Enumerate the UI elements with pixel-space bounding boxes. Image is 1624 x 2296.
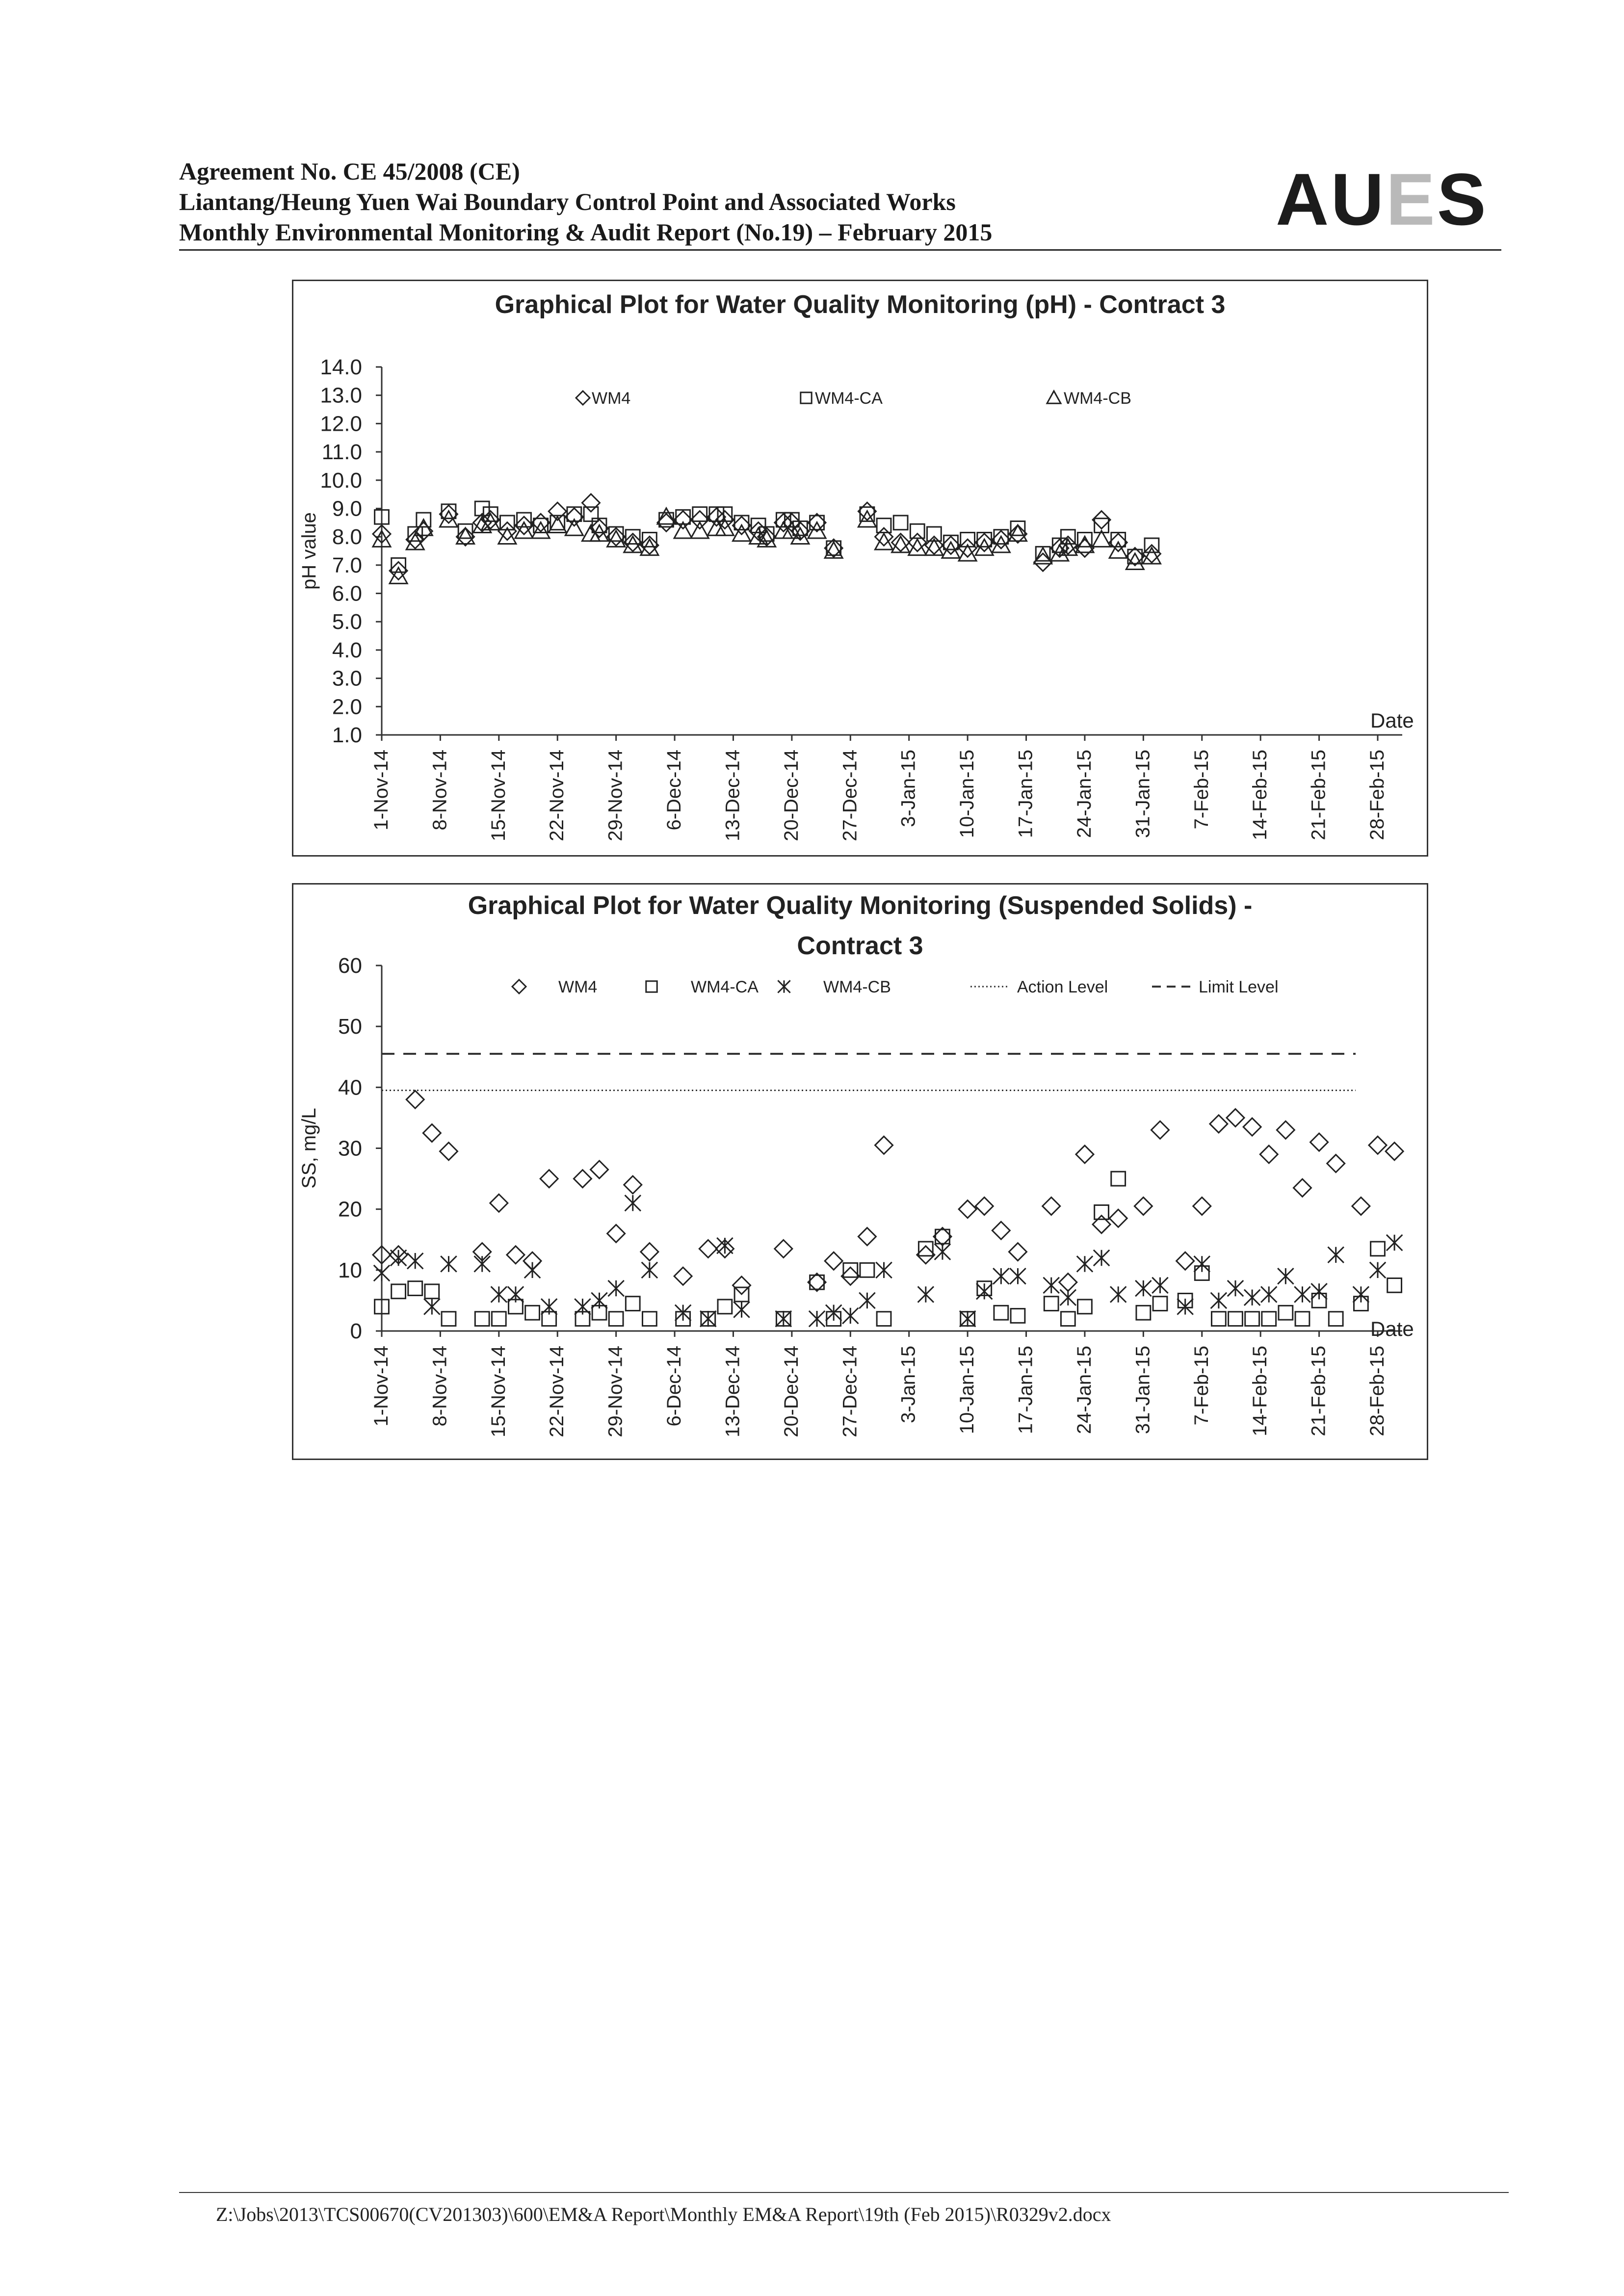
y-tick-label: 9.0 — [332, 496, 362, 521]
data-point-wm4-cb — [1110, 1286, 1126, 1302]
legend-label-wm4-ca: WM4-CA — [815, 389, 883, 408]
x-tick-label: 22-Nov-14 — [546, 1346, 568, 1437]
data-point-wm4-cb — [625, 1195, 641, 1211]
data-point-wm4 — [624, 1176, 642, 1194]
data-point-wm4-cb — [1370, 1262, 1386, 1278]
data-point-wm4-cb — [541, 1299, 557, 1314]
y-tick-label: 3.0 — [332, 666, 362, 691]
data-point-wm4-cb — [1228, 1280, 1243, 1296]
data-point-wm4-ca — [425, 1284, 439, 1299]
data-point-wm4-ca — [936, 1229, 950, 1244]
data-point-wm4-ca — [1011, 1309, 1025, 1323]
data-point-wm4 — [1093, 1216, 1110, 1233]
x-tick-label: 7-Feb-15 — [1190, 1346, 1212, 1426]
header-divider — [179, 249, 1501, 251]
y-tick-label: 50 — [338, 1015, 362, 1039]
x-tick-label: 20-Dec-14 — [780, 750, 802, 841]
data-point-wm4-cb — [591, 1293, 607, 1308]
x-tick-label: 20-Dec-14 — [780, 1346, 802, 1437]
y-tick-label: 11.0 — [321, 440, 362, 465]
x-tick-label: 24-Jan-15 — [1073, 750, 1095, 838]
data-point-wm4 — [565, 508, 583, 526]
data-point-wm4-cb — [424, 1299, 440, 1314]
footer-divider — [179, 2192, 1509, 2193]
x-tick-label: 13-Dec-14 — [722, 1346, 744, 1437]
data-point-wm4-ca — [994, 1305, 1008, 1320]
y-tick-label: 10.0 — [320, 468, 362, 493]
data-point-wm4-ca — [893, 516, 908, 530]
data-point-wm4 — [1210, 1115, 1228, 1133]
data-point-wm4-ca — [1262, 1312, 1276, 1326]
data-point-wm4 — [1293, 1179, 1311, 1197]
legend-marker-wm4-cb — [778, 980, 790, 992]
data-point-wm4-ca — [1136, 1305, 1151, 1320]
data-point-wm4 — [934, 1228, 951, 1246]
data-point-wm4 — [641, 1243, 658, 1261]
legend-marker-wm4 — [512, 980, 526, 993]
data-point-wm4-cb — [675, 1305, 691, 1321]
x-tick-label: 21-Feb-15 — [1308, 1346, 1330, 1436]
data-point-wm4 — [825, 1252, 842, 1270]
data-point-wm4-cb — [826, 1305, 841, 1321]
data-point-wm4 — [992, 1222, 1010, 1239]
legend-label-action-level: Action Level — [1017, 978, 1108, 996]
data-point-wm4 — [875, 528, 893, 546]
y-axis-label: pH value — [298, 512, 320, 590]
data-point-wm4 — [490, 1194, 508, 1212]
legend-label-wm4-cb: WM4-CB — [1064, 389, 1131, 408]
data-point-wm4 — [975, 534, 993, 551]
data-point-wm4-ca — [1153, 1297, 1167, 1311]
data-point-wm4-ca — [860, 1263, 874, 1277]
y-tick-label: 4.0 — [332, 638, 362, 662]
y-tick-label: 5.0 — [332, 610, 362, 634]
ss-chart-frame — [292, 883, 1428, 1460]
data-point-wm4-cb — [374, 1265, 390, 1281]
chart-title-group — [495, 290, 1226, 319]
data-point-wm4 — [507, 1246, 524, 1264]
chart-title: Contract 3 — [797, 932, 923, 960]
data-point-wm4-ca — [693, 507, 707, 522]
data-point-wm4-cb — [642, 1262, 657, 1278]
data-point-wm4-ca — [1229, 1312, 1243, 1326]
data-point-wm4-cb — [691, 522, 708, 538]
data-point-wm4-ca — [1388, 1278, 1402, 1292]
chart-title-group — [468, 891, 1253, 960]
y-axis-ticks — [320, 355, 382, 747]
data-point-wm4-cb — [859, 1293, 875, 1308]
data-point-wm4 — [875, 1136, 893, 1154]
data-point-wm4-ca — [776, 513, 790, 527]
data-point-wm4 — [674, 1267, 692, 1285]
data-point-wm4-cb — [1311, 1283, 1327, 1299]
data-point-wm4 — [591, 1161, 608, 1178]
data-point-wm4 — [1034, 553, 1052, 571]
series-wm4-cb — [374, 1195, 1403, 1327]
data-point-wm4 — [607, 1225, 625, 1242]
data-point-wm4 — [1151, 1121, 1169, 1139]
data-point-wm4 — [1126, 548, 1144, 566]
x-tick-label: 31-Jan-15 — [1132, 750, 1154, 838]
data-point-wm4 — [1009, 525, 1026, 543]
data-point-wm4-cb — [733, 1302, 749, 1317]
data-point-wm4-ca — [810, 1275, 824, 1289]
data-point-wm4-cb — [441, 1256, 456, 1272]
ss-chart — [293, 885, 1427, 1459]
data-point-wm4-ca — [442, 1312, 456, 1326]
y-axis-ticks — [338, 954, 382, 1343]
data-point-wm4-cb — [407, 1253, 423, 1269]
data-point-wm4-ca — [408, 1281, 422, 1296]
x-tick-label: 14-Feb-15 — [1249, 750, 1271, 840]
data-point-wm4-ca — [1295, 1312, 1310, 1326]
data-point-wm4-cb — [457, 528, 474, 544]
y-tick-label: 60 — [338, 954, 362, 978]
data-point-wm4-ca — [1061, 1312, 1075, 1326]
x-tick-label: 28-Feb-15 — [1366, 1346, 1388, 1436]
data-point-wm4 — [1134, 1197, 1152, 1215]
ph-chart — [293, 281, 1427, 855]
legend-label-wm4: WM4 — [558, 978, 598, 996]
x-axis-label: Date — [1370, 1317, 1414, 1340]
data-point-wm4-ca — [1245, 1312, 1259, 1326]
y-tick-label: 1.0 — [332, 723, 362, 747]
data-point-wm4-cb — [960, 1311, 975, 1327]
header-agreement-line: Agreement No. CE 45/2008 (CE) — [179, 157, 520, 185]
data-point-wm4 — [1352, 1197, 1370, 1215]
data-point-wm4 — [390, 562, 407, 579]
data-point-wm4-cb — [809, 1311, 825, 1327]
x-tick-label: 27-Dec-14 — [839, 1346, 861, 1437]
chart-legend — [576, 389, 1131, 408]
data-point-wm4-cb — [474, 1256, 490, 1272]
data-point-wm4-ca — [1078, 1300, 1092, 1314]
legend-label-wm4-ca: WM4-CA — [691, 978, 759, 996]
data-point-wm4-cb — [1328, 1247, 1344, 1263]
x-axis-label: Date — [1370, 709, 1414, 732]
data-point-wm4-cb — [1211, 1293, 1227, 1308]
data-point-wm4-ca — [718, 1300, 732, 1314]
x-tick-label: 29-Nov-14 — [604, 750, 627, 841]
x-tick-label: 17-Jan-15 — [1015, 750, 1037, 838]
data-point-wm4-ca — [1371, 1242, 1385, 1256]
data-point-wm4 — [992, 531, 1010, 548]
data-point-wm4 — [699, 1240, 717, 1257]
data-point-wm4 — [574, 1170, 591, 1188]
chart-title: Graphical Plot for Water Quality Monitoring (Suspended Solids) - — [468, 891, 1253, 920]
data-point-wm4-cb — [508, 1286, 524, 1302]
data-point-wm4-ca — [525, 1305, 540, 1320]
data-point-wm4 — [582, 494, 600, 512]
data-point-wm4 — [1327, 1155, 1345, 1173]
x-tick-label: 6-Dec-14 — [663, 750, 685, 831]
data-point-wm4-cb — [776, 1311, 791, 1327]
data-point-wm4-cb — [976, 1283, 992, 1299]
y-tick-label: 8.0 — [332, 525, 362, 549]
aues-logo — [1276, 157, 1488, 242]
logo-text-e: E — [1386, 158, 1437, 240]
data-point-wm4-cb — [657, 508, 675, 524]
x-tick-label: 27-Dec-14 — [839, 750, 861, 841]
data-point-wm4-cb — [918, 1286, 934, 1302]
data-point-wm4-cb — [1278, 1268, 1293, 1284]
data-point-wm4-ca — [642, 1312, 656, 1326]
data-point-wm4 — [423, 1124, 441, 1142]
legend-marker-wm4-cb — [1047, 391, 1061, 403]
data-point-wm4 — [691, 511, 708, 529]
data-point-wm4-cb — [1060, 1290, 1076, 1305]
y-tick-label: 2.0 — [332, 695, 362, 719]
data-point-wm4 — [808, 1274, 826, 1291]
data-point-wm4 — [1109, 1209, 1127, 1227]
data-point-wm4 — [1059, 1274, 1077, 1291]
legend-label-limit-level: Limit Level — [1199, 978, 1279, 996]
data-point-wm4 — [1193, 1197, 1211, 1215]
data-point-wm4-cb — [1009, 525, 1026, 541]
data-point-wm4-cb — [1387, 1235, 1402, 1251]
data-point-wm4-ca — [1211, 1312, 1226, 1326]
y-tick-label: 10 — [338, 1258, 362, 1282]
data-point-wm4-cb — [1353, 1286, 1369, 1302]
data-point-wm4-cb — [876, 1262, 891, 1278]
data-point-wm4 — [1043, 1197, 1060, 1215]
data-point-wm4-cb — [993, 1268, 1009, 1284]
data-point-wm4 — [959, 1200, 976, 1218]
legend-marker-wm4-ca — [646, 981, 657, 992]
chart-title: Graphical Plot for Water Quality Monitoring (pH) - Contract 3 — [495, 290, 1226, 319]
data-point-wm4 — [1009, 1243, 1026, 1261]
data-point-wm4 — [674, 511, 692, 529]
data-point-wm4 — [540, 1170, 558, 1188]
data-point-wm4-cb — [909, 539, 926, 555]
data-point-wm4 — [657, 514, 675, 531]
data-point-wm4-cb — [390, 568, 407, 583]
x-tick-label: 15-Nov-14 — [487, 1346, 509, 1437]
data-point-wm4-cb — [1177, 1299, 1193, 1314]
header-project-line: Liantang/Heung Yuen Wai Boundary Control Point and Associated Works — [179, 188, 956, 215]
data-point-wm4-ca — [734, 516, 749, 530]
data-point-wm4-ca — [1329, 1312, 1343, 1326]
data-point-wm4-cb — [842, 1308, 858, 1324]
data-point-wm4 — [406, 1091, 424, 1108]
data-point-wm4-cb — [1135, 1280, 1151, 1296]
data-point-wm4-ca — [392, 1284, 406, 1299]
data-point-wm4-ca — [877, 1312, 891, 1326]
data-point-wm4-cb — [491, 1286, 507, 1302]
x-tick-label: 24-Jan-15 — [1073, 1346, 1095, 1435]
data-point-wm4 — [909, 534, 926, 551]
data-point-wm4 — [1093, 511, 1110, 529]
data-point-wm4 — [515, 517, 533, 534]
data-point-wm4 — [975, 1197, 993, 1215]
data-point-wm4 — [1369, 1136, 1387, 1154]
data-point-wm4-cb — [575, 1299, 590, 1314]
data-point-wm4 — [917, 1246, 935, 1264]
footer-file-path: Z:\Jobs\2013\TCS00670(CV201303)\600\EM&A Report\Monthly EM&A Report\19th (Feb 2015)\R0329v2.docx — [216, 2203, 1111, 2225]
data-point-wm4-cb — [1294, 1286, 1310, 1302]
data-point-wm4-cb — [1194, 1256, 1210, 1272]
y-tick-label: 13.0 — [320, 383, 362, 408]
x-tick-label: 29-Nov-14 — [604, 1346, 627, 1437]
data-point-wm4-ca — [877, 519, 891, 533]
data-point-wm4-cb — [1094, 1250, 1109, 1266]
data-point-wm4 — [858, 1228, 876, 1246]
x-tick-label: 22-Nov-14 — [546, 750, 568, 841]
x-tick-label: 1-Nov-14 — [370, 750, 392, 831]
logo-text-au: AU — [1276, 158, 1386, 240]
x-tick-label: 10-Jan-15 — [956, 1346, 978, 1435]
data-point-wm4-cb — [935, 1244, 950, 1259]
x-tick-label: 21-Feb-15 — [1308, 750, 1330, 840]
y-axis-label: SS, mg/L — [298, 1108, 320, 1189]
data-point-wm4 — [942, 536, 960, 554]
x-tick-label: 1-Nov-14 — [370, 1346, 392, 1427]
x-tick-label: 17-Jan-15 — [1015, 1346, 1037, 1435]
data-point-wm4-ca — [475, 1312, 489, 1326]
data-point-wm4 — [733, 1277, 751, 1294]
y-tick-label: 20 — [338, 1197, 362, 1222]
x-tick-label: 15-Nov-14 — [487, 750, 509, 841]
x-tick-label: 28-Feb-15 — [1366, 750, 1388, 840]
x-tick-label: 7-Feb-15 — [1190, 750, 1212, 830]
data-point-wm4-ca — [910, 524, 924, 538]
logo-text-s: S — [1437, 158, 1488, 240]
y-tick-label: 7.0 — [332, 553, 362, 577]
data-point-wm4 — [1227, 1109, 1244, 1126]
data-point-wm4-cb — [1261, 1286, 1277, 1302]
data-point-wm4 — [959, 539, 976, 557]
data-point-wm4-ca — [1111, 533, 1126, 547]
x-tick-label: 3-Jan-15 — [897, 1346, 919, 1423]
data-point-wm4-ca — [1095, 1205, 1109, 1219]
legend-label-wm4-cb: WM4-CB — [823, 978, 891, 996]
chart-legend — [512, 978, 1279, 996]
y-tick-label: 40 — [338, 1075, 362, 1100]
data-point-wm4-cb — [1010, 1268, 1025, 1284]
data-point-wm4-ca — [843, 1263, 858, 1277]
x-tick-label: 14-Feb-15 — [1249, 1346, 1271, 1436]
data-point-wm4-cb — [875, 534, 893, 549]
y-tick-label: 12.0 — [320, 412, 362, 436]
x-tick-label: 10-Jan-15 — [956, 750, 978, 838]
legend-marker-wm4 — [576, 391, 590, 405]
data-point-wm4-ca — [1044, 1297, 1058, 1311]
data-point-wm4-cb — [1044, 1278, 1059, 1293]
data-point-wm4 — [1277, 1121, 1294, 1139]
data-point-wm4 — [1386, 1143, 1403, 1160]
legend-marker-wm4-ca — [801, 392, 812, 403]
data-point-wm4 — [1177, 1252, 1194, 1270]
x-tick-label: 8-Nov-14 — [429, 1346, 451, 1427]
data-point-wm4 — [1310, 1133, 1328, 1151]
y-tick-label: 14.0 — [320, 355, 362, 379]
header-report-line: Monthly Environmental Monitoring & Audit Report (No.19) – February 2015 — [179, 218, 993, 246]
data-point-wm4-cb — [700, 1311, 716, 1327]
data-point-wm4-ca — [1279, 1305, 1293, 1320]
data-point-wm4 — [440, 1143, 457, 1160]
data-point-wm4-cb — [524, 1262, 540, 1278]
x-axis-ticks — [370, 1331, 1388, 1437]
data-point-wm4 — [440, 505, 457, 523]
ph-chart-frame — [292, 280, 1428, 857]
y-tick-label: 0 — [350, 1319, 362, 1343]
data-point-wm4 — [841, 1267, 859, 1285]
data-point-wm4-cb — [1244, 1290, 1260, 1305]
y-tick-label: 30 — [338, 1136, 362, 1161]
data-point-wm4-ca — [609, 1312, 623, 1326]
data-point-wm4 — [498, 522, 516, 540]
x-tick-label: 3-Jan-15 — [897, 750, 919, 827]
legend-label-wm4: WM4 — [592, 389, 631, 408]
series-wm4 — [373, 1091, 1403, 1294]
x-tick-label: 31-Jan-15 — [1132, 1346, 1154, 1435]
y-tick-label: 6.0 — [332, 581, 362, 606]
data-point-wm4-ca — [392, 558, 406, 572]
data-point-wm4-cb — [515, 522, 533, 538]
data-point-wm4-cb — [608, 1280, 624, 1296]
data-point-wm4 — [1243, 1118, 1261, 1136]
data-point-wm4 — [1076, 1146, 1094, 1163]
data-point-wm4-cb — [1126, 553, 1144, 569]
data-point-wm4-ca — [626, 1297, 640, 1311]
data-point-wm4-ca — [517, 513, 531, 527]
data-point-wm4-cb — [1077, 1256, 1093, 1272]
x-tick-label: 6-Dec-14 — [663, 1346, 685, 1427]
data-point-wm4-cb — [1152, 1278, 1168, 1293]
x-tick-label: 13-Dec-14 — [722, 750, 744, 841]
data-point-wm4-ca — [918, 1242, 933, 1256]
x-axis-ticks — [370, 735, 1388, 841]
data-point-wm4 — [1260, 1146, 1278, 1163]
data-point-wm4 — [775, 1240, 792, 1257]
x-tick-label: 8-Nov-14 — [429, 750, 451, 831]
data-point-wm4-ca — [492, 1312, 506, 1326]
data-point-wm4-ca — [1111, 1172, 1126, 1186]
data-point-wm4 — [457, 528, 474, 546]
